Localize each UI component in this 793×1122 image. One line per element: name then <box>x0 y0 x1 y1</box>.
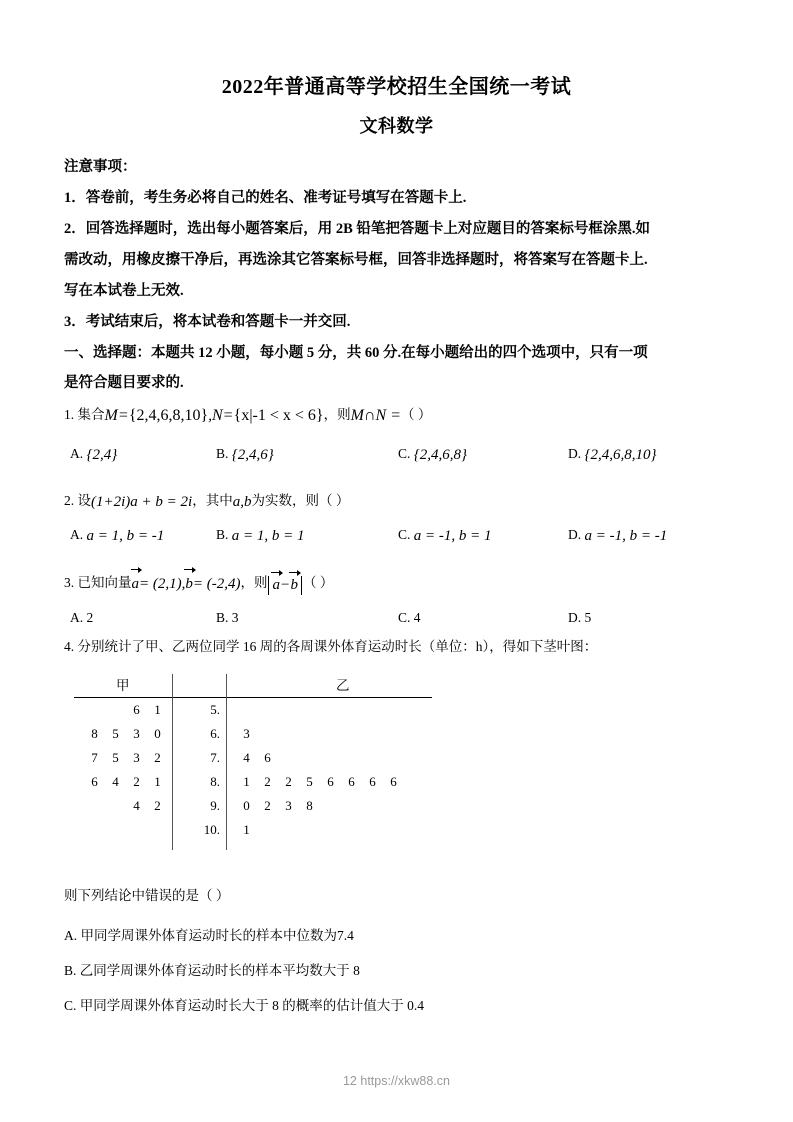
notice-line-2: 2．回答选择题时，选出每小题答案后，用 2B 铅笔把答题卡上对应题目的答案标号框涂黑.如 <box>64 221 651 237</box>
question-3-options <box>64 610 764 632</box>
question-2-number: 2. <box>64 493 75 508</box>
question-2-lead: 设 <box>77 493 91 508</box>
stem-and-leaf-left-leaves <box>74 798 168 814</box>
question-1-option-b-text: {2,4,6} <box>231 447 274 463</box>
notice-heading: 注意事项： <box>64 159 137 175</box>
leaf: 3 <box>243 726 250 741</box>
leaf: 4 <box>133 798 140 813</box>
leaf: 2 <box>285 774 292 789</box>
question-3-option-b[interactable] <box>216 610 239 626</box>
leaf: 4 <box>243 750 250 765</box>
question-1-set-m: M={2,4,6,8,10} <box>104 407 209 424</box>
leaf: 5 <box>112 726 119 741</box>
question-3-option-a[interactable] <box>70 610 93 626</box>
leaf: 2 <box>154 798 161 813</box>
question-3-option-c[interactable] <box>398 610 421 626</box>
question-2-option-c[interactable] <box>398 527 492 545</box>
leaf: 6 <box>327 774 334 789</box>
leaf: 3 <box>285 798 292 813</box>
stem-and-leaf-header <box>74 674 494 698</box>
question-2 <box>64 490 754 513</box>
leaf: 2 <box>133 774 140 789</box>
question-4 <box>64 636 754 658</box>
question-4-option-c-label: C. <box>64 998 77 1013</box>
question-2-options <box>64 527 764 549</box>
abs-vector-a-arrow-icon: a <box>272 577 280 593</box>
stem-and-leaf-right-leaves <box>236 822 257 838</box>
leaf: 5 <box>306 774 313 789</box>
footer-watermark: https://xkw88.cn <box>360 1074 450 1088</box>
question-1-connector: ，则 <box>323 407 351 422</box>
abs-vector-b-arrow-icon: b <box>290 577 298 593</box>
question-1-lead: 集合 <box>77 407 105 422</box>
stem-and-leaf-stem: 7. <box>210 750 220 765</box>
question-2-equation: (1+2i)a + b = 2i <box>91 494 193 510</box>
question-2-tail[interactable]: 为实数，则（ ） <box>251 493 350 508</box>
leaf: 3 <box>133 726 140 741</box>
leaf: 6 <box>390 774 397 789</box>
question-3-lead: 已知向量 <box>77 575 132 590</box>
question-1-option-a-label: A. <box>70 446 84 461</box>
question-1-comma: , <box>208 408 212 424</box>
question-3-option-a-text: 2 <box>86 610 94 625</box>
question-3-option-c-text: 4 <box>413 610 421 625</box>
question-1-expr-tail: M∩N = <box>350 407 401 424</box>
question-3-abs-expression: a−b <box>268 576 301 595</box>
leaf: 1 <box>154 774 161 789</box>
leaf: 2 <box>264 774 271 789</box>
leaf: 6 <box>348 774 355 789</box>
question-2-option-a-text: a = 1, b = -1 <box>86 528 165 544</box>
question-4-option-a-text: 甲同学周课外体育运动时长的样本中位数为7.4 <box>80 928 354 943</box>
question-2-option-a-label: A. <box>70 527 84 542</box>
question-3-option-b-text: 3 <box>231 610 239 625</box>
leaf: 3 <box>133 750 140 765</box>
question-3-option-d[interactable] <box>568 610 591 626</box>
question-1-option-b[interactable] <box>216 446 274 464</box>
leaf: 0 <box>243 798 250 813</box>
question-4-option-a-label: A. <box>64 928 78 943</box>
question-4-option-c-text: 甲同学周课外体育运动时长大于 8 的概率的估计值大于 0.4 <box>79 998 425 1013</box>
question-3-option-d-label: D. <box>568 610 582 625</box>
question-3-vector-b: b= (-2,4) <box>185 576 240 592</box>
page-footer <box>0 1074 793 1088</box>
stem-and-leaf-stem: 9. <box>210 798 220 813</box>
stem-and-leaf-stem: 5. <box>210 702 220 717</box>
stem-and-leaf-left-leaves <box>74 702 168 718</box>
question-3 <box>64 572 754 595</box>
question-1-number: 1. <box>64 407 75 422</box>
stem-and-leaf-top-rule <box>74 697 432 698</box>
footer-page-number: 12 <box>342 1074 357 1088</box>
stem-and-leaf-row <box>74 702 494 726</box>
question-3-number: 3. <box>64 575 75 590</box>
question-1-option-d[interactable] <box>568 446 657 464</box>
leaf: 0 <box>154 726 161 741</box>
question-2-option-c-label: C. <box>398 527 411 542</box>
question-1-option-c[interactable] <box>398 446 467 464</box>
question-3-stem <box>64 575 334 593</box>
leaf: 6 <box>133 702 140 717</box>
question-1-options <box>64 446 764 468</box>
question-2-option-d-label: D. <box>568 527 582 542</box>
stem-and-leaf-stem: 8. <box>210 774 220 789</box>
question-1-option-c-label: C. <box>398 446 411 461</box>
question-4-option-b[interactable] <box>64 960 754 982</box>
stem-and-leaf-right-leaves <box>236 798 320 814</box>
question-3-option-a-label: A. <box>70 610 84 625</box>
question-4-option-b-text: 乙同学周课外体育运动时长的样本平均数大于 8 <box>79 963 360 978</box>
leaf: 5 <box>112 750 119 765</box>
page-title: 2022年普通高等学校招生全国统一考试 <box>221 76 572 98</box>
question-1-option-d-text: {2,4,6,8,10} <box>584 447 657 463</box>
notice-line-4: 写在本试卷上无效. <box>64 283 184 299</box>
stem-and-leaf-row <box>74 726 494 750</box>
stem-and-leaf-stem: 10. <box>203 822 220 837</box>
question-3-vector-a: a= (2,1), <box>132 576 186 592</box>
notice-line-5: 3．考试结束后，将本试卷和答题卡一并交回. <box>64 314 351 330</box>
question-2-option-b-text: a = 1, b = 1 <box>231 528 305 544</box>
section-heading-line-2: 是符合题目要求的. <box>64 375 184 391</box>
question-1-option-b-label: B. <box>216 446 229 461</box>
leaf: 6 <box>369 774 376 789</box>
stem-and-leaf-left-leaves <box>74 750 168 766</box>
question-3-connector: ，则 <box>240 575 268 590</box>
notice-block <box>64 152 736 338</box>
question-1-option-c-text: {2,4,6,8} <box>413 447 468 463</box>
question-1-stem <box>64 407 431 422</box>
question-2-option-d[interactable] <box>568 527 667 545</box>
leaf: 7 <box>91 750 98 765</box>
stem-and-leaf-header-left: 甲 <box>116 678 130 693</box>
stem-and-leaf-body <box>74 702 494 846</box>
leaf: 4 <box>112 774 119 789</box>
leaf: 1 <box>243 822 250 837</box>
question-1-option-a[interactable] <box>70 446 117 464</box>
leaf: 2 <box>264 798 271 813</box>
stem-and-leaf-left-leaves <box>74 774 168 790</box>
vector-a-arrow-icon: a <box>132 573 140 595</box>
leaf: 8 <box>306 798 313 813</box>
leaf: 1 <box>243 774 250 789</box>
question-3-option-b-label: B. <box>216 610 229 625</box>
section-heading-line-1: 一、选择题：本题共 12 小题，每小题 5 分，共 60 分.在每小题给出的四个选项中，只有一项 <box>64 345 648 361</box>
question-2-option-b-label: B. <box>216 527 229 542</box>
question-1-set-n: N={x|-1 < x < 6} <box>211 407 324 424</box>
leaf: 6 <box>264 750 271 765</box>
vector-b-arrow-icon: b <box>185 573 193 595</box>
question-3-option-c-label: C. <box>398 610 411 625</box>
stem-and-leaf-left-leaves <box>74 726 168 742</box>
question-1-answer-blank[interactable]: （ ） <box>400 407 432 422</box>
stem-and-leaf-row <box>74 774 494 798</box>
stem-and-leaf-row <box>74 798 494 822</box>
stem-and-leaf-header-right: 乙 <box>336 678 350 693</box>
question-4-option-c[interactable] <box>64 995 754 1017</box>
stem-and-leaf-row <box>74 822 494 846</box>
question-2-option-a[interactable] <box>70 527 164 545</box>
stem-and-leaf-right-leaves <box>236 750 278 766</box>
notice-line-1: 1．答卷前，考生务必将自己的姓名、准考证号填写在答题卡上. <box>64 190 467 206</box>
question-2-option-c-text: a = -1, b = 1 <box>413 528 492 544</box>
question-2-stem <box>64 493 349 508</box>
leaf: 8 <box>91 726 98 741</box>
question-1-option-d-label: D. <box>568 446 582 461</box>
question-2-vars: a,b <box>232 494 252 510</box>
stem-and-leaf-right-leaves <box>236 774 404 790</box>
section-heading <box>64 338 744 398</box>
question-3-option-d-text: 5 <box>584 610 592 625</box>
stem-and-leaf-right-leaves <box>236 726 257 742</box>
question-4-option-a[interactable] <box>64 925 754 947</box>
notice-line-3: 需改动，用橡皮擦干净后，再选涂其它答案标号框，回答非选择题时，将答案写在答题卡上. <box>64 252 648 268</box>
stem-and-leaf-plot <box>74 674 494 846</box>
question-2-option-b[interactable] <box>216 527 305 545</box>
question-4-stem: 4. 分别统计了甲、乙两位同学 16 周的各周课外体育运动时长（单位：h），得如下茎叶图： <box>64 639 598 654</box>
question-2-mid: ，其中 <box>192 493 233 508</box>
stem-and-leaf-stem: 6. <box>210 726 220 741</box>
question-4-prompt[interactable]: 则下列结论中错误的是（ ） <box>64 888 230 903</box>
question-1 <box>64 404 754 427</box>
leaf: 6 <box>91 774 98 789</box>
leaf: 1 <box>154 702 161 717</box>
leaf: 2 <box>154 750 161 765</box>
page-subtitle: 文科数学 <box>359 116 434 136</box>
question-2-option-d-text: a = -1, b = -1 <box>584 528 668 544</box>
question-3-answer-blank[interactable]: （ ） <box>302 575 334 590</box>
stem-and-leaf-row <box>74 750 494 774</box>
question-1-option-a-text: {2,4} <box>86 447 118 463</box>
question-4-option-b-label: B. <box>64 963 77 978</box>
